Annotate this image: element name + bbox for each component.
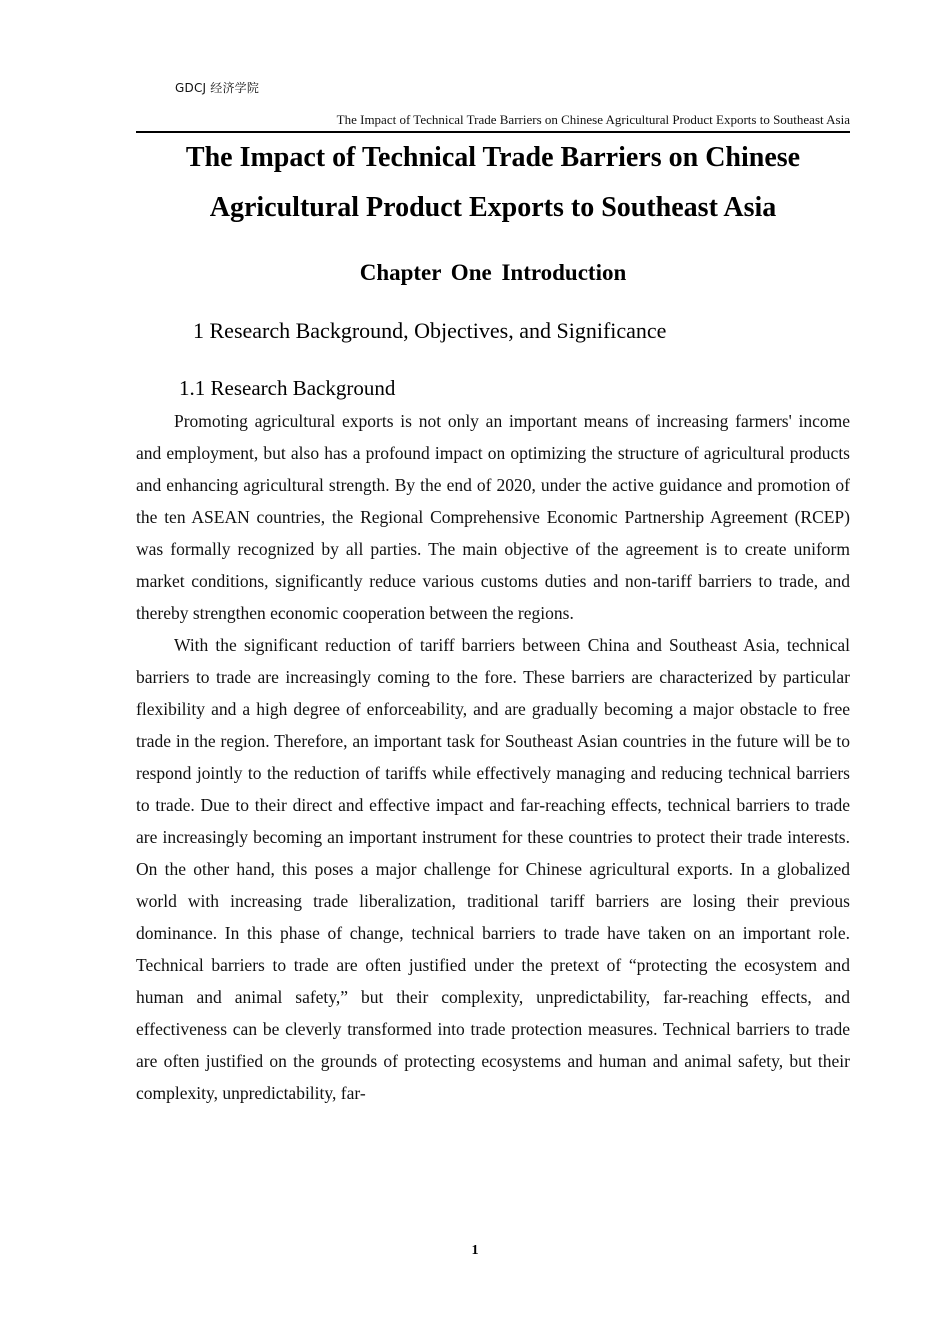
document-title-line-1: The Impact of Technical Trade Barriers on Chinese — [185, 142, 801, 173]
header-divider — [136, 131, 850, 133]
page-number: 1 — [471, 1243, 479, 1258]
header-institution: GDCJ 经济学院 — [175, 81, 260, 95]
document-title-line-2: Agricultural Product Exports to Southeast Asia — [209, 192, 777, 223]
section-heading: 1 Research Background, Objectives, and Significance — [193, 318, 667, 343]
paragraph: Promoting agricultural exports is not only an important means of increasing farmers' income and employment, but also has a profound impact on optimizing the structure of agricultural products and enhancing agricultural strength. By the end of 2020, under the active guidance and promotion of the ten ASEAN countries, the Regional Comprehensive Economic Partnership Agreement (RCEP) was formally recognized by all parties. The main objective of the agreement is to create uniform market conditions, significantly reduce various customs duties and non-tariff barriers to trade, and thereby strengthen economic cooperation between the regions. — [136, 411, 850, 623]
chapter-heading: Chapter One Introduction — [359, 260, 627, 285]
running-header-title: The Impact of Technical Trade Barriers on Chinese Agricultural Product Exports to Southeast Asia — [336, 112, 850, 127]
paragraph: With the significant reduction of tariff barriers between China and Southeast Asia, technical barriers to trade are increasingly coming to the fore. These barriers are characterized by particular flexibility and a high degree of enforceability, and are gradually becoming a major obstacle to free trade in the region. Therefore, an important task for Southeast Asian countries in the future will be to respond jointly to the reduction of tariffs while effectively managing and reducing technical barriers to trade. Due to their direct and effective impact and far-reaching effects, technical barriers to trade are increasingly becoming an important instrument for these countries to protect their trade interests. On the other hand, this poses a major challenge for Chinese agricultural exports. In a globalized world with increasing trade liberalization, traditional tariff barriers are losing their previous dominance. In this phase of change, technical barriers to trade have taken on an important role. Technical barriers to trade are often justified under the pretext of “protecting the ecosystem and human and animal safety,” but their complexity, unpredictability, far-reaching effects, and effectiveness can be cleverly transformed into trade protection measures. Technical barriers to trade are often justified on the grounds of protecting ecosystems and human and animal safety, but their complexity, unpredictability, far- — [136, 635, 850, 1103]
body-text — [136, 405, 850, 1109]
subsection-heading: 1.1 Research Background — [179, 376, 396, 400]
